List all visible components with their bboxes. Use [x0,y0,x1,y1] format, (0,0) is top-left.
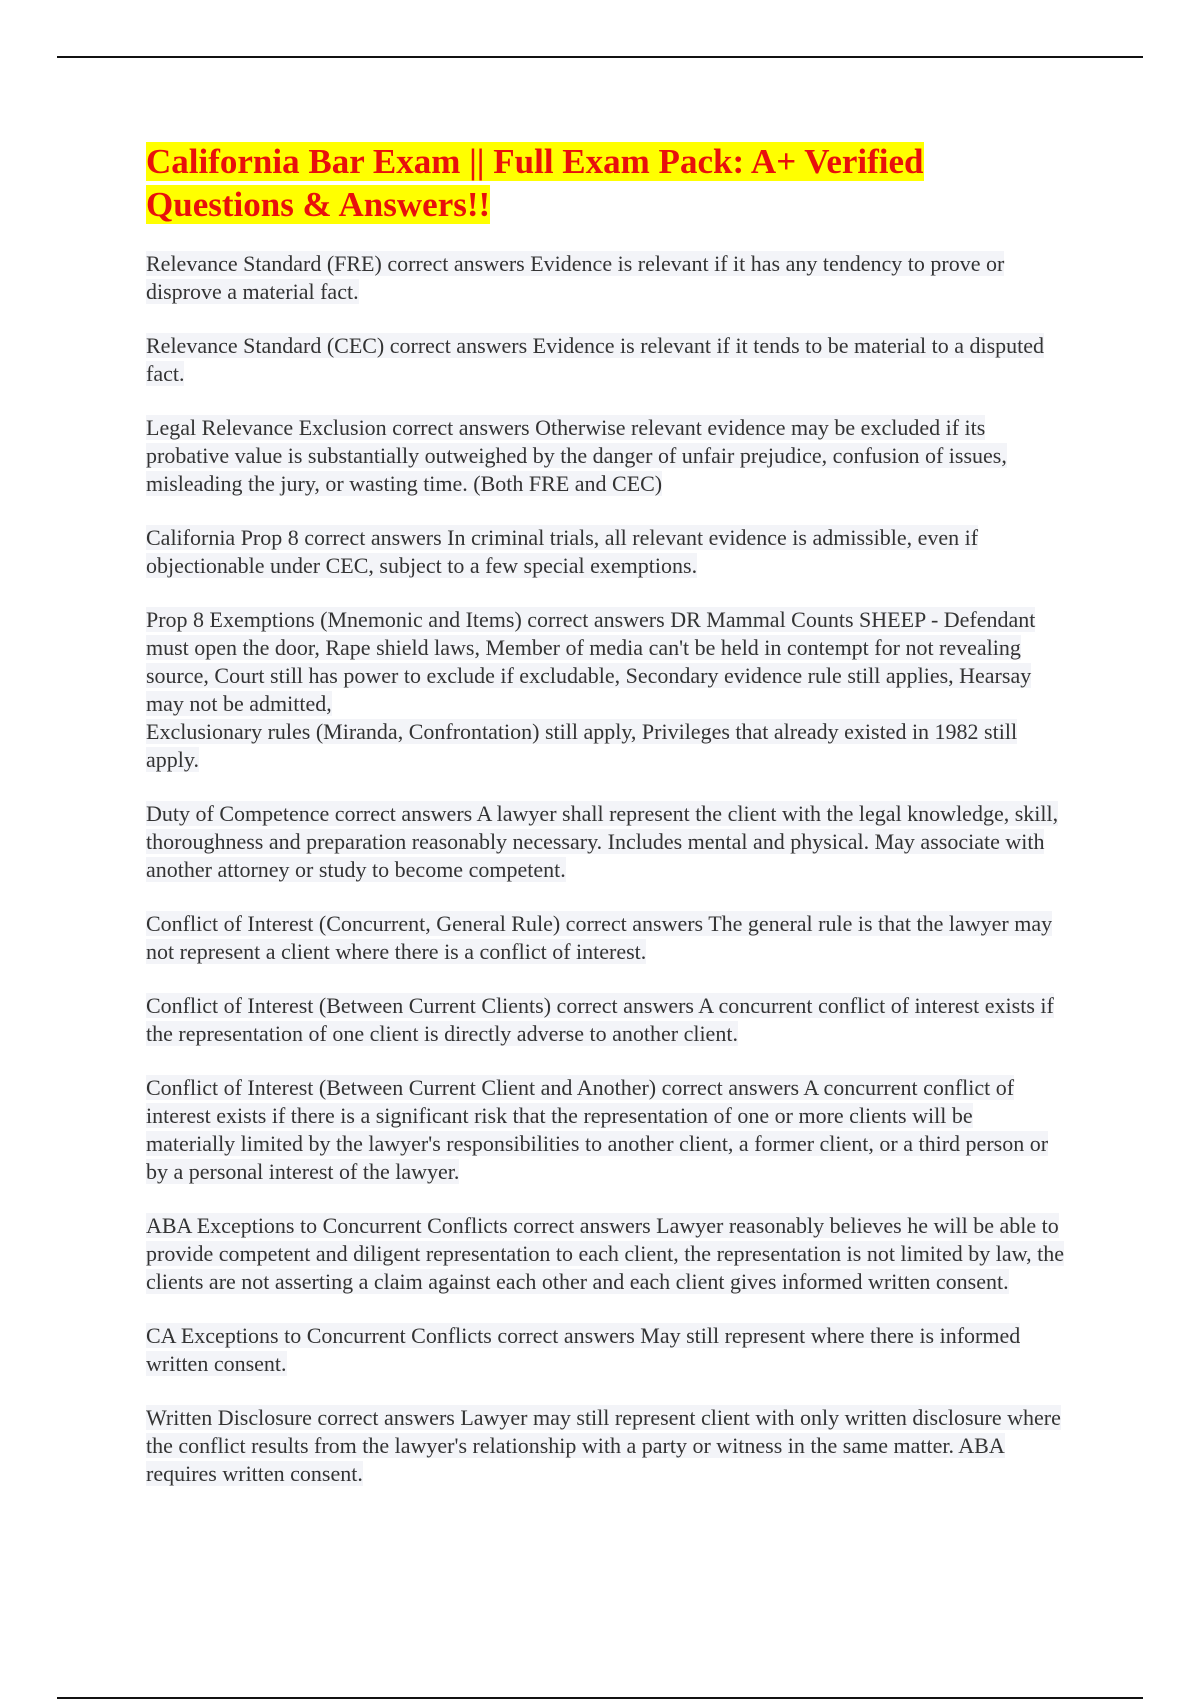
top-rule [57,56,1143,58]
entry-duty-of-competence [146,800,1066,884]
entry-text: Written Disclosure correct answers Lawyer may still represent client with only written disclosure where the conflict results from the lawyer's relationship with a party or witness in the same matter. ABA requires written consent. [146,1405,1061,1486]
entry-relevance-fre [146,250,1066,306]
entry-california-prop-8 [146,524,1066,580]
entry-conflict-current-client-and-another [146,1074,1066,1186]
entry-ca-exceptions [146,1322,1066,1378]
entry-text: Legal Relevance Exclusion correct answers Otherwise relevant evidence may be excluded if its probative value is substantially outweighed by the danger of unfair prejudice, confusion of issues, misleading the jury, or wasting time. (Both FRE and CEC) [146,415,1007,496]
document-body [146,140,1066,1514]
entry-text: Relevance Standard (FRE) correct answers Evidence is relevant if it has any tendency to prove or disprove a material fact. [146,251,1005,304]
document-title-text: California Bar Exam || Full Exam Pack: A+ Verified Questions & Answers!! [146,142,924,224]
entry-text: ABA Exceptions to Concurrent Conflicts correct answers Lawyer reasonably believes he will be able to provide competent and diligent representation to each client, the representation is not limited by law, the clients are not asserting a claim against each other and each client gives informed written consent. [146,1213,1065,1294]
entry-written-disclosure [146,1404,1066,1488]
entry-text: Duty of Competence correct answers A lawyer shall represent the client with the legal knowledge, skill, thoroughness and preparation reasonably necessary. Includes mental and physical. May associate with another attorney or study to become competent. [146,801,1059,882]
entry-text: Conflict of Interest (Between Current Clients) correct answers A concurrent conflict of interest exists if the representation of one client is directly adverse to another client. [146,993,1054,1046]
entry-legal-relevance-exclusion [146,414,1066,498]
document-title [146,140,1066,226]
entry-text: California Prop 8 correct answers In criminal trials, all relevant evidence is admissible, even if objectionable under CEC, subject to a few special exemptions. [146,525,979,578]
entry-aba-exceptions [146,1212,1066,1296]
entry-prop-8-exemptions [146,606,1066,774]
entry-conflict-general-rule [146,910,1066,966]
bottom-rule [57,1697,1143,1699]
entry-text: Prop 8 Exemptions (Mnemonic and Items) correct answers DR Mammal Counts SHEEP - Defendant must open the door, Rape shield laws, Member of media can't be held in contempt for not revealing source, Court still has power to exclude if excludable, Secondary evidence rule still applies, Hearsay may not be admitted, Exclusionary rules (Miranda, Confrontation) still apply, Privileges that already existed in 1982 still apply. [146,607,1036,772]
entry-conflict-current-clients [146,992,1066,1048]
entry-text: CA Exceptions to Concurrent Conflicts correct answers May still represent where there is informed written consent. [146,1323,1021,1376]
entry-relevance-cec [146,332,1066,388]
entry-text: Relevance Standard (CEC) correct answers Evidence is relevant if it tends to be material to a disputed fact. [146,333,1045,386]
entry-text: Conflict of Interest (Concurrent, General Rule) correct answers The general rule is that the lawyer may not represent a client where there is a conflict of interest. [146,911,1053,964]
entry-text: Conflict of Interest (Between Current Client and Another) correct answers A concurrent conflict of interest exists if there is a significant risk that the representation of one or more clients will be materially limited by the lawyer's responsibilities to another client, a former client, or a third person or by a personal interest of the lawyer. [146,1075,1049,1184]
